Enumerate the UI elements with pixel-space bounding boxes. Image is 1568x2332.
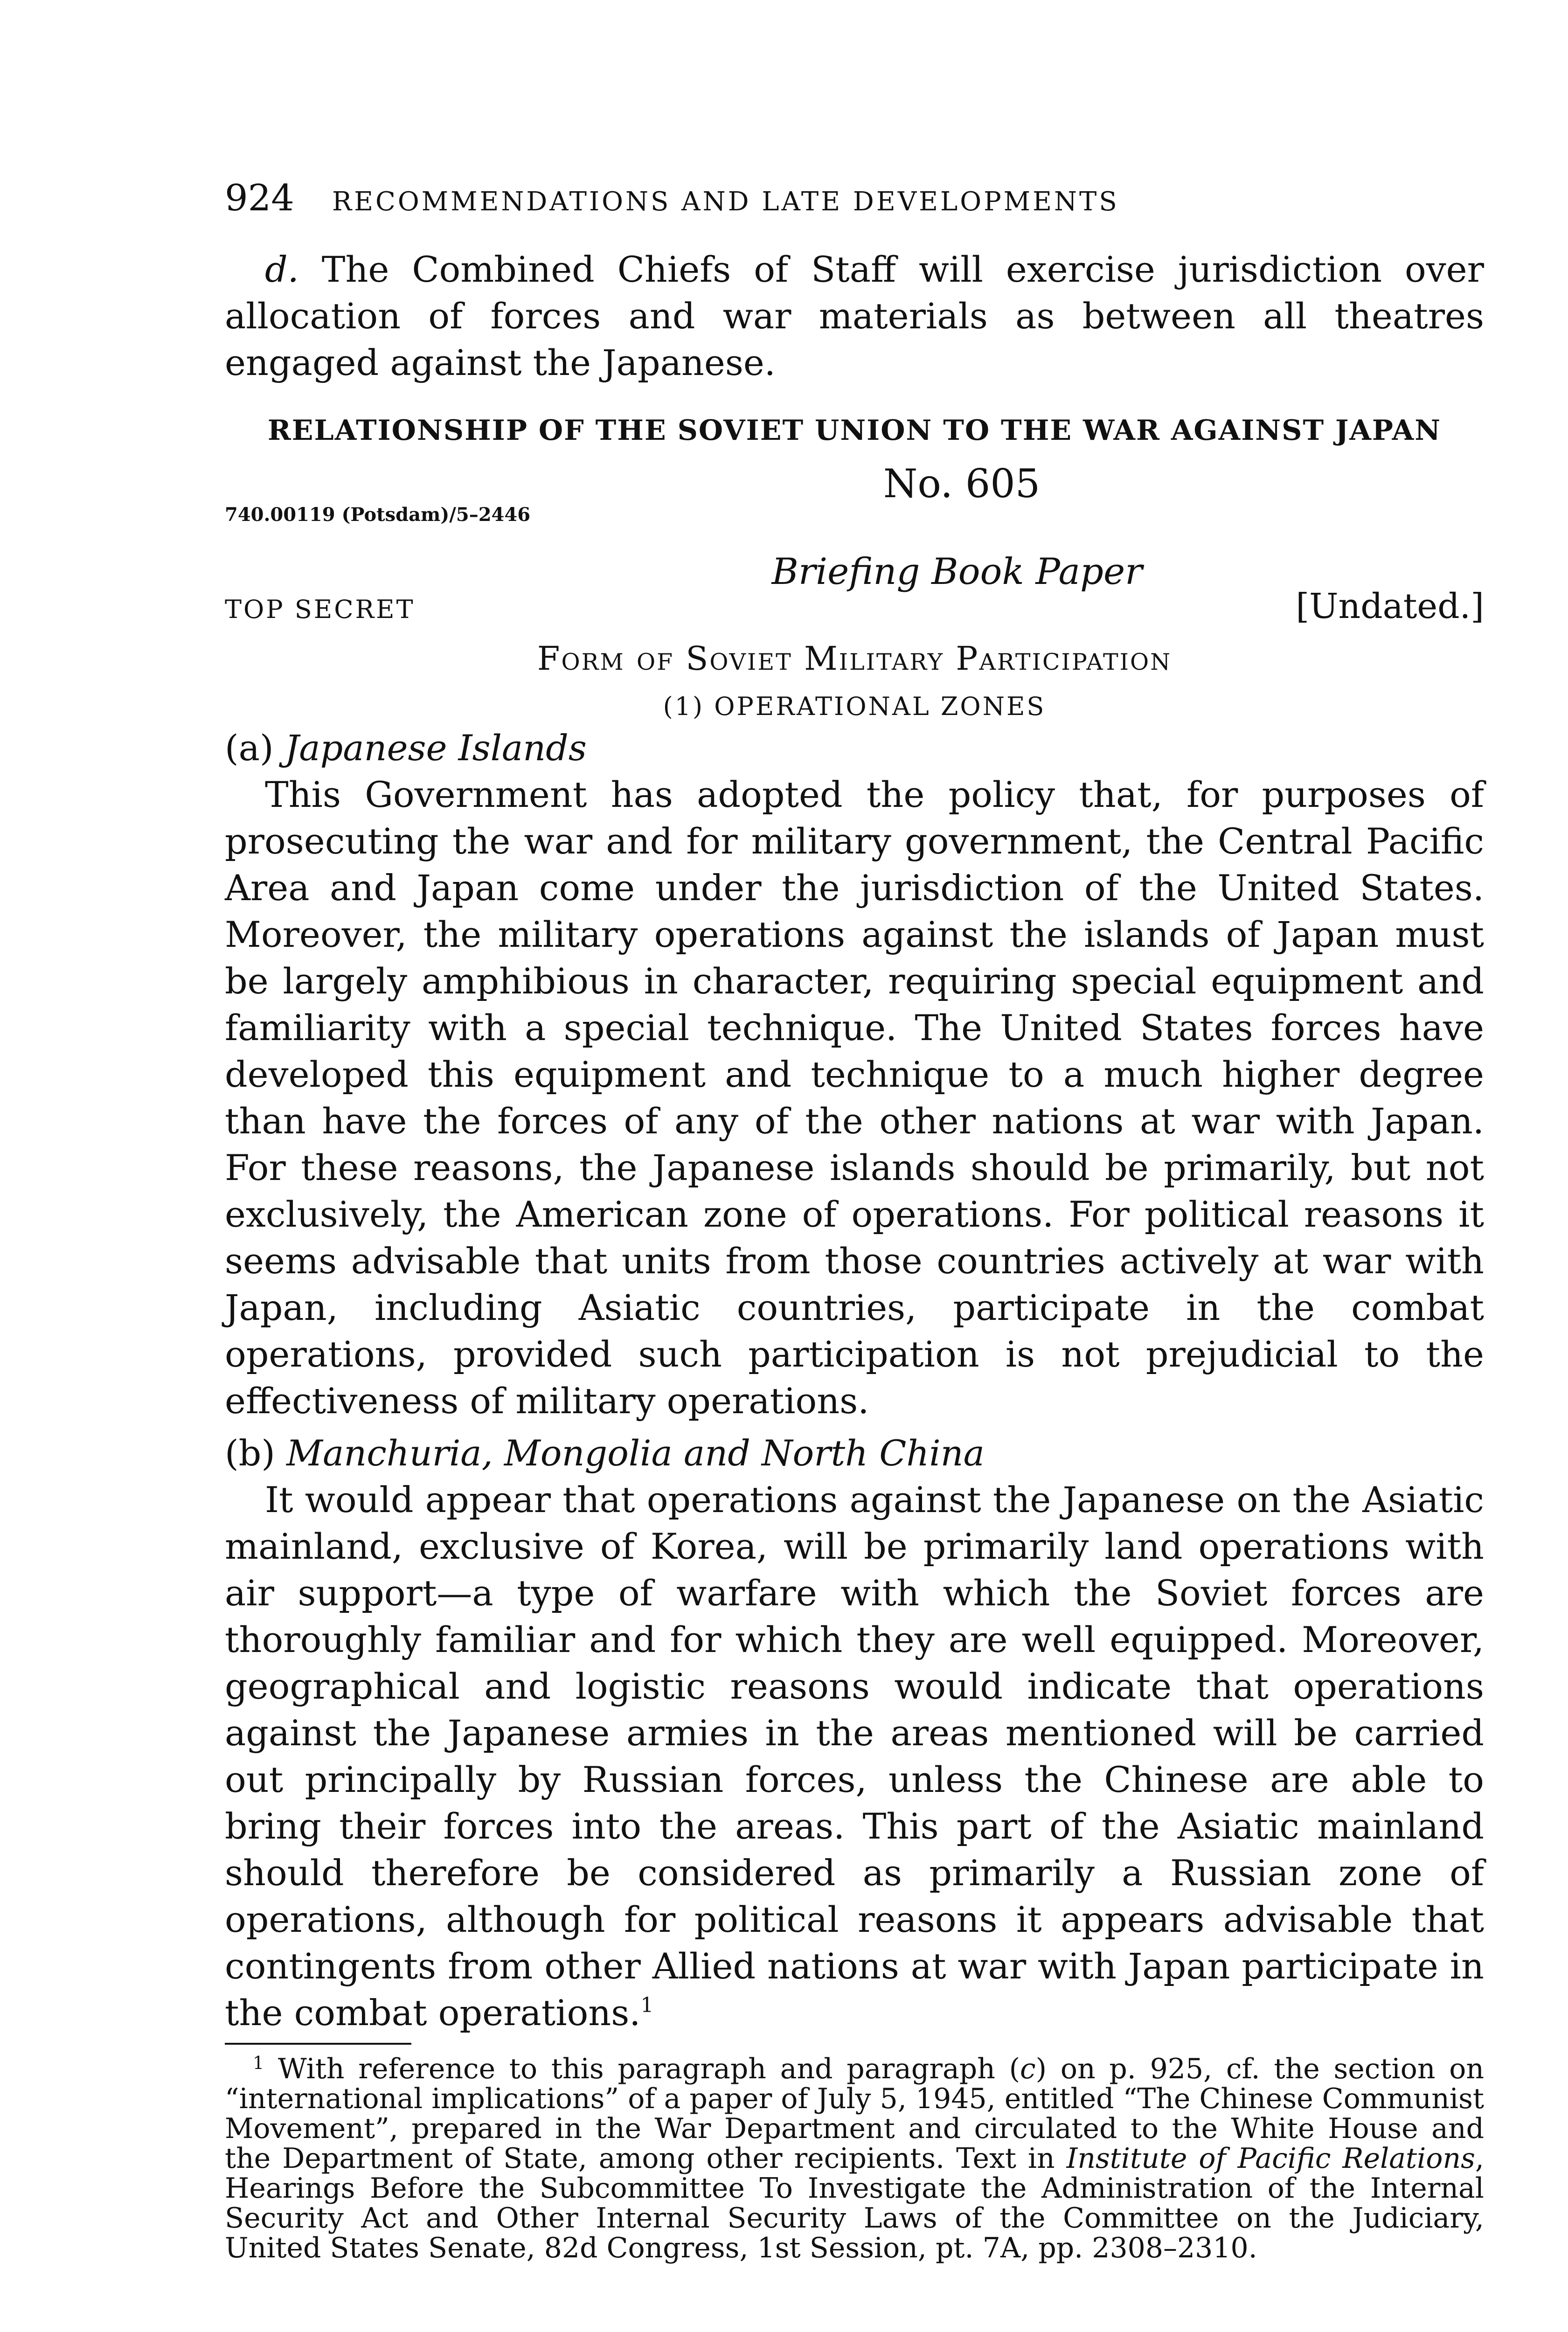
date-note: [Undated.] [1296,586,1484,626]
footnote-marker: 1 [253,2053,264,2073]
classification-label: TOP SECRET [225,595,415,624]
section-a-heading [225,725,1484,771]
footnote-text-3: , Hearings Before the Subcommittee To Investigate the Administration of the Internal Security Act and Other Internal Security Laws of the Committee on the Judiciary, United States Senate, 82d Congress, 1st Session, pt. 7A, pp. 2308–2310. [225,2142,1484,2264]
intro-text: The Combined Chiefs of Staff will exercise jurisdiction over allocation of forces and war materials as between all theatres engaged against the Japanese. [225,249,1484,383]
footnote-divider [225,2043,411,2045]
section-b-paragraph [225,1477,1484,2036]
document-number: No. 605 [883,461,1041,507]
section-heading: RELATIONSHIP OF THE SOVIET UNION TO THE WAR AGAINST JAPAN [267,414,1442,447]
section-b-text: It would appear that operations against the Japanese on the Asiatic mainland, exclusive of Korea, will be primarily land operations with air support—a type of warfare with which the Soviet forces are thoroughly familiar and for which they are well equipped. Moreover, geographical and logistic reasons would indicate that operations against the Japanese armies in the areas mentioned will be carried out principally by Russian forces, unless the Chinese are able to bring their forces into the areas. This part of the Asiatic mainland should therefore be considered as primarily a Russian zone of operations, although for political reasons it appears advisable that contingents from other Allied nations at war with Japan participate in the combat operations. [225,1479,1484,2034]
page-header [225,177,1484,229]
document-page [225,177,1484,2263]
section-a-label: (a) [225,727,274,769]
intro-paragraph [225,246,1484,386]
operational-zones-heading: (1) OPERATIONAL ZONES [663,692,1046,721]
footnote-text-italic: Institute of Pacific Relations [1066,2142,1475,2175]
footnote-text-1: With reference to this paragraph and paragraph ( [264,2053,1020,2085]
footnote [225,2054,1484,2263]
running-head: RECOMMENDATIONS AND LATE DEVELOPMENTS [332,187,1119,217]
document-title: Form of Soviet Military Participation [537,639,1172,678]
section-b-heading [225,1430,1484,1477]
footnote-text-c: c [1020,2053,1036,2085]
file-reference: 740.00119 (Potsdam)/5–2446 [225,504,531,526]
footnote-text-2: ) on p. 925, cf. the section on “international implications” of a paper of July 5, 1945, entitled “The Chinese Communist Movement”, prepared in the War Department and circulated to the White House and the Department of State, among other recipients. Text in [225,2053,1484,2175]
intro-label: d. [265,249,299,290]
document-type: Briefing Book Paper [771,551,1143,593]
section-b-label: (b) [225,1432,275,1474]
page-number: 924 [225,177,294,219]
footnote-reference[interactable]: 1 [640,1993,654,2017]
section-a-paragraph: This Government has adopted the policy that, for purposes of prosecuting the war and for military government, the Central Pacific Area and Japan come under the jurisdiction of the United States. Moreover, the military operations against the islands of Japan must be largely amphibious in character, requiring special equipment and familiarity with a special technique. The United States forces have developed this equipment and technique to a much higher degree than have the forces of any of the other nations at war with Japan. For these reasons, the Japanese islands should be primarily, but not exclusively, the American zone of operations. For political reasons it seems advisable that units from those countries actively at war with Japan, including Asiatic countries, participate in the combat operations, provided such participation is not prejudicial to the effectiveness of military operations. [225,774,1484,1422]
section-a-title: Japanese Islands [284,727,587,769]
section-b-title: Manchuria, Mongolia and North China [286,1432,985,1474]
